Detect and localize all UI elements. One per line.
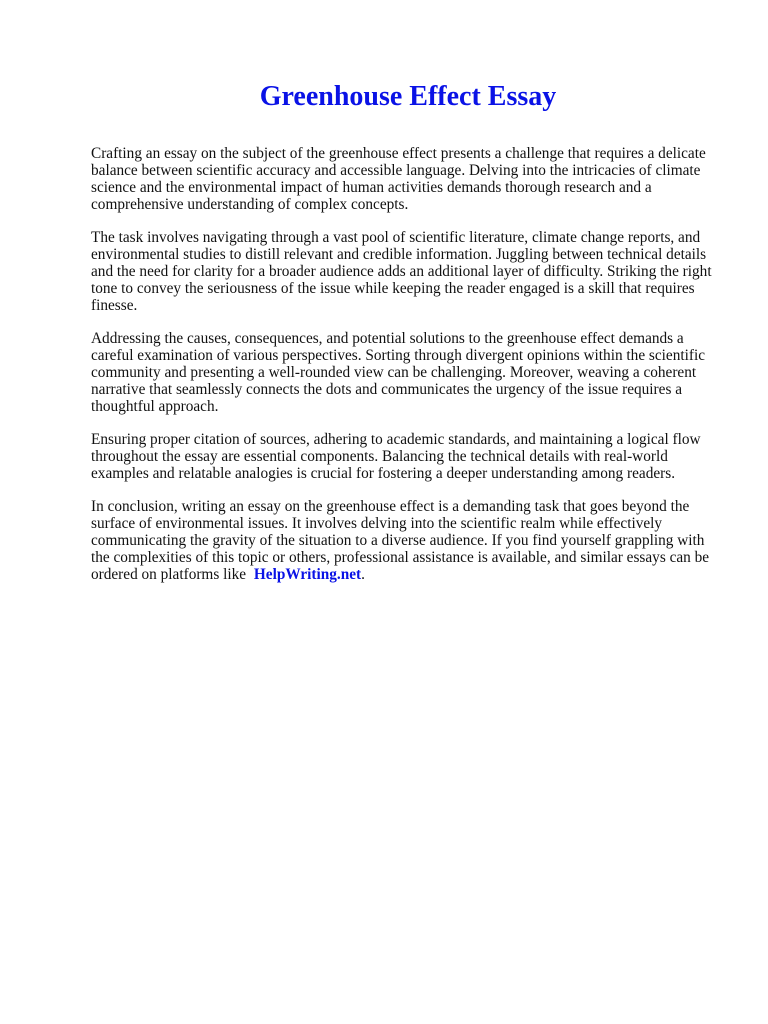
paragraph-3: Addressing the causes, consequences, and potential solutions to the greenhouse effect demands a careful examination of various perspectives. Sorting through divergent opinions within the scientific community and presenting a well-rounded view can be challenging. Moreover, weaving a coherent narrative that seamlessly connects the dots and communicates the urgency of the issue requires a thoughtful approach. — [91, 330, 705, 415]
paragraph-conclusion — [91, 498, 721, 583]
document-title: Greenhouse Effect Essay — [259, 81, 557, 112]
paragraph-2: The task involves navigating through a vast pool of scientific literature, climate change reports, and environmental studies to distill relevant and credible information. Juggling between technical details and the need for clarity for a broader audience adds an additional layer of difficulty. Striking the right tone to convey the seriousness of the issue while keeping the reader engaged is a skill that requires finesse. — [91, 229, 712, 314]
document-body — [91, 145, 721, 599]
helpwriting-link[interactable]: HelpWriting.net — [253, 566, 362, 583]
conclusion-period: . — [361, 566, 365, 583]
paragraph-1: Crafting an essay on the subject of the greenhouse effect presents a challenge that requires a delicate balance between scientific accuracy and accessible language. Delving into the intricacies of climate science and the environmental impact of human activities demands thorough research and a comprehensive understanding of complex concepts. — [91, 145, 706, 213]
conclusion-text: In conclusion, writing an essay on the greenhouse effect is a demanding task that goes beyond the surface of environmental issues. It involves delving into the scientific realm while effectively communicating the gravity of the situation to a diverse audience. If you find yourself grappling with the complexities of this topic or others, professional assistance is available, and similar essays can be ordered on platforms like — [91, 498, 710, 583]
paragraph-4: Ensuring proper citation of sources, adhering to academic standards, and maintaining a logical flow throughout the essay are essential components. Balancing the technical details with real-world examples and relatable analogies is crucial for fostering a deeper understanding among readers. — [91, 431, 701, 482]
